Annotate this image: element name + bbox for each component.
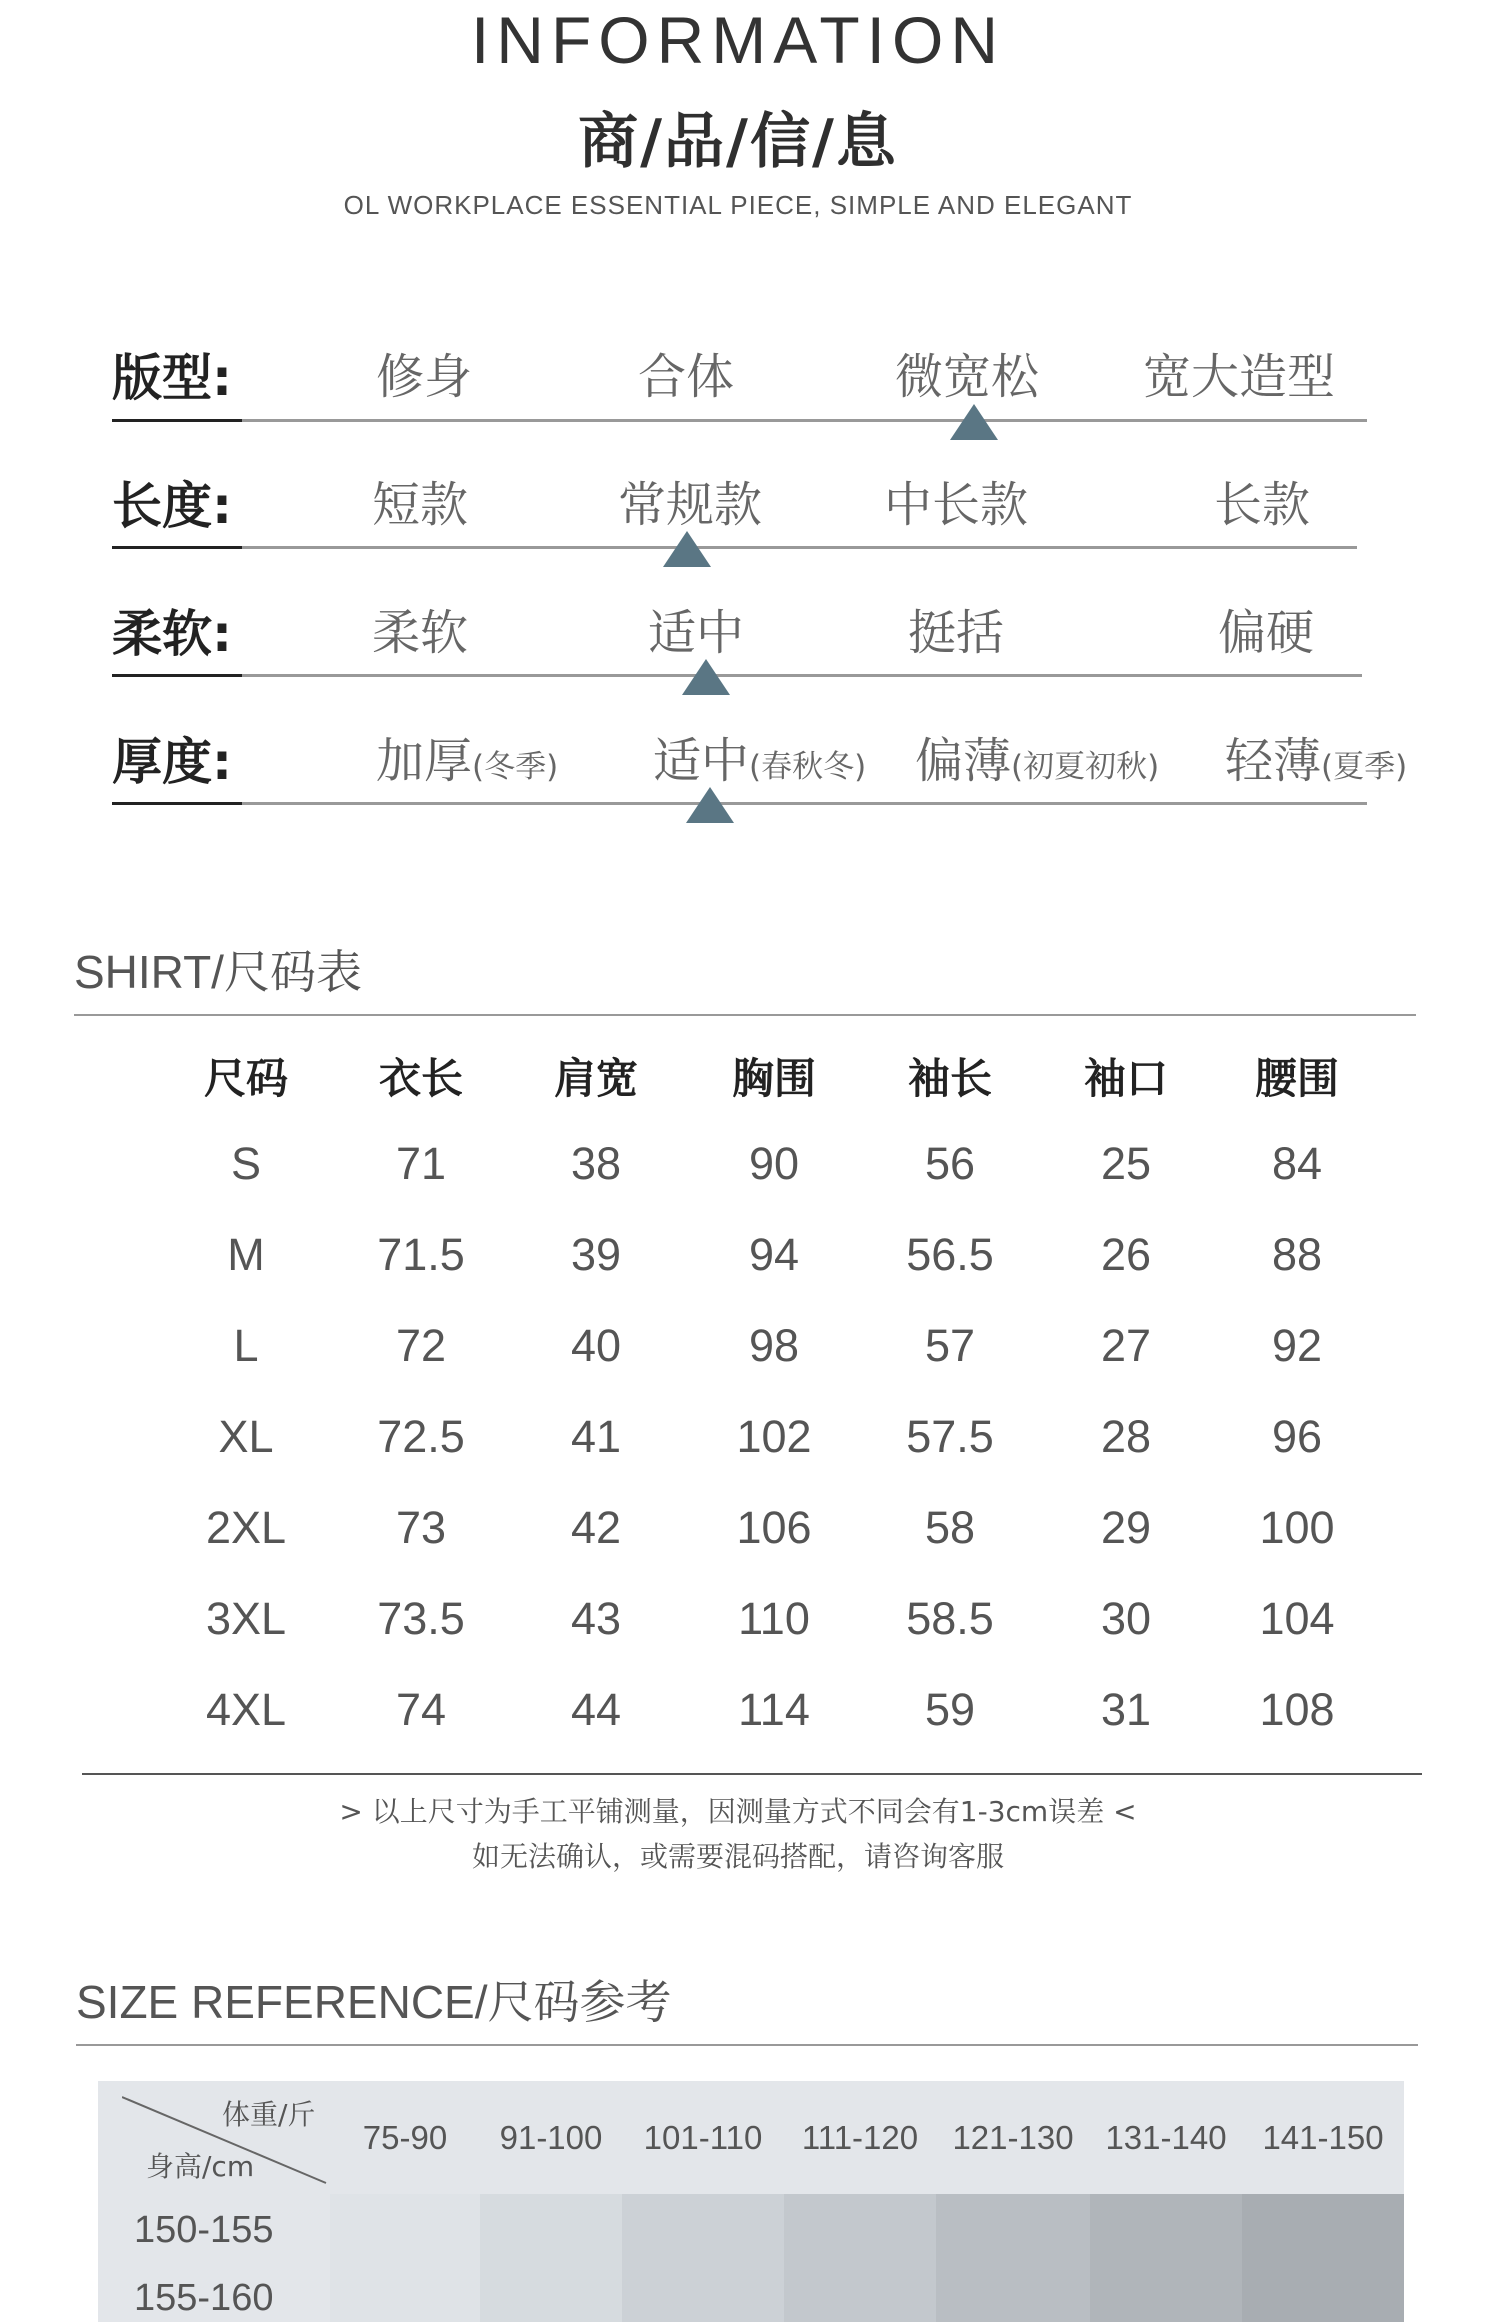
- table-cell-size: 3XL: [205, 1593, 287, 1644]
- attribute-option-note: (夏季): [1321, 749, 1408, 785]
- attribute-option: 长款: [1214, 477, 1311, 533]
- table-cell-size: 4XL: [205, 1684, 287, 1735]
- section-divider: [74, 1014, 1416, 1016]
- attribute-option: [376, 722, 558, 791]
- attribute-option-note: (初夏初秋): [1011, 749, 1160, 785]
- attribute-option: 偏硬: [1218, 605, 1315, 661]
- table-cell: 92: [1271, 1320, 1323, 1371]
- attribute-divider: [112, 674, 1362, 677]
- table-cell-size: XL: [218, 1411, 274, 1462]
- table-cell: 26: [1100, 1229, 1152, 1280]
- weight-column-header: 75-90: [362, 2119, 448, 2156]
- table-cell: 88: [1271, 1229, 1323, 1280]
- attribute-label: 厚度:: [112, 733, 232, 791]
- table-cell: 29: [1100, 1502, 1152, 1553]
- weight-column-header: 111-120: [801, 2119, 919, 2156]
- attribute-divider: [112, 802, 1367, 805]
- size-reference-title: SIZE REFERENCE/尺码参考: [76, 1976, 672, 2028]
- page-title-cn: 商/品/信/息: [578, 107, 898, 177]
- attribute-option: 中长款: [884, 477, 1029, 533]
- attribute-option-selected: 常规款: [618, 477, 763, 533]
- attribute-option: 柔软: [372, 605, 469, 661]
- attribute-option: 挺括: [908, 605, 1005, 661]
- table-cell: 39: [570, 1229, 622, 1280]
- attribute-option-selected: 适中: [648, 605, 745, 661]
- table-cell: 114: [738, 1684, 810, 1735]
- attribute-option-text: 偏薄: [915, 733, 1012, 789]
- attribute-option-selected: [653, 722, 866, 791]
- attribute-option-note: (春秋冬): [749, 749, 867, 785]
- attribute-option: 宽大造型: [1143, 349, 1336, 405]
- table-cell-size: M: [227, 1229, 265, 1280]
- size-reference-grid: [98, 2081, 1404, 2322]
- attribute-option: [1225, 722, 1407, 791]
- attribute-divider: [112, 419, 1367, 422]
- reference-column-shade: [1090, 2194, 1242, 2322]
- table-cell: 42: [570, 1502, 622, 1553]
- table-cell: 74: [395, 1684, 447, 1735]
- selection-marker-icon: [682, 659, 730, 695]
- table-header-cell: 腰围: [1254, 1054, 1339, 1103]
- table-cell: 56.5: [906, 1229, 994, 1280]
- table-cell: 104: [1259, 1593, 1335, 1644]
- reference-column-shade: [330, 2194, 480, 2322]
- selection-marker-icon: [663, 531, 711, 567]
- table-cell: 31: [1100, 1684, 1152, 1735]
- attribute-divider: [112, 546, 1357, 549]
- selection-marker-icon: [950, 404, 998, 440]
- attribute-option: 短款: [372, 477, 469, 533]
- weight-column-header: 141-150: [1262, 2119, 1384, 2156]
- table-cell-size: S: [230, 1138, 261, 1189]
- attribute-label: 版型:: [112, 349, 232, 407]
- selection-marker-icon: [686, 787, 734, 823]
- table-cell: 58: [924, 1502, 976, 1553]
- weight-column-header: 101-110: [643, 2119, 763, 2156]
- table-cell: 56: [924, 1138, 976, 1189]
- weight-column-header: 121-130: [952, 2119, 1074, 2156]
- table-cell: 106: [736, 1502, 812, 1553]
- attribute-option: [915, 722, 1159, 791]
- measurement-note: > 以上尺寸为手工平铺测量，因测量方式不同会有1-3cm误差 <: [339, 1795, 1137, 1828]
- table-cell: 100: [1259, 1502, 1335, 1553]
- attribute-divider-accent: [112, 674, 242, 677]
- table-cell: 57.5: [906, 1411, 994, 1462]
- corner-height-label: 身高/cm: [146, 2150, 255, 2183]
- weight-column-header: 91-100: [499, 2119, 603, 2156]
- table-cell: 90: [748, 1138, 800, 1189]
- table-header-cell: 衣长: [378, 1054, 463, 1103]
- table-cell: 58.5: [906, 1593, 994, 1644]
- table-cell: 71: [395, 1138, 447, 1189]
- table-cell: 41: [570, 1411, 622, 1462]
- table-cell: 108: [1259, 1684, 1335, 1735]
- table-cell: 27: [1100, 1320, 1152, 1371]
- table-cell-size: L: [233, 1320, 259, 1371]
- table-cell: 94: [748, 1229, 800, 1280]
- table-header-cell: 袖长: [907, 1054, 992, 1103]
- table-cell: 57: [924, 1320, 976, 1371]
- height-row-header: 150-155: [134, 2209, 274, 2251]
- attribute-option-text: 适中: [653, 733, 750, 789]
- customer-service-note: 如无法确认，或需要混码搭配，请咨询客服: [471, 1840, 1004, 1873]
- corner-weight-label: 体重/斤: [222, 2098, 316, 2131]
- attribute-option-selected: 微宽松: [895, 349, 1040, 405]
- table-cell: 102: [736, 1411, 812, 1462]
- attribute-divider-accent: [112, 802, 242, 805]
- attribute-option: 合体: [638, 349, 735, 405]
- table-cell: 71.5: [377, 1229, 465, 1280]
- height-row-header: 155-160: [134, 2277, 274, 2319]
- table-header-cell: 肩宽: [553, 1054, 638, 1103]
- table-header-cell: 袖口: [1083, 1054, 1168, 1103]
- table-cell: 28: [1100, 1411, 1152, 1462]
- attribute-divider-accent: [112, 419, 242, 422]
- table-cell: 25: [1100, 1138, 1152, 1189]
- table-header-cell: 尺码: [203, 1054, 288, 1103]
- attribute-option-text: 轻薄: [1225, 733, 1322, 789]
- table-cell: 59: [924, 1684, 976, 1735]
- page-tagline: OL WORKPLACE ESSENTIAL PIECE, SIMPLE AND ELEGANT: [343, 190, 1133, 220]
- size-table-title: SHIRT/尺码表: [74, 946, 362, 998]
- table-cell: 73: [395, 1502, 447, 1553]
- table-bottom-divider: [82, 1773, 1422, 1775]
- reference-column-shade: [622, 2194, 784, 2322]
- attribute-option-text: 加厚: [376, 733, 473, 789]
- page-title-en: INFORMATION: [470, 3, 1006, 77]
- table-cell: 38: [570, 1138, 622, 1189]
- table-cell: 84: [1271, 1138, 1323, 1189]
- reference-column-shade: [480, 2194, 622, 2322]
- table-header-cell: 胸围: [731, 1054, 816, 1103]
- attribute-option: 修身: [376, 349, 473, 405]
- attribute-divider-accent: [112, 546, 242, 549]
- table-cell: 72.5: [377, 1411, 465, 1462]
- reference-column-shade: [1242, 2194, 1404, 2322]
- table-cell: 96: [1271, 1411, 1323, 1462]
- reference-column-shade: [936, 2194, 1090, 2322]
- weight-column-header: 131-140: [1105, 2119, 1227, 2156]
- table-cell: 40: [570, 1320, 622, 1371]
- section-divider: [76, 2044, 1418, 2046]
- table-cell: 72: [395, 1320, 447, 1371]
- table-cell: 98: [748, 1320, 800, 1371]
- table-cell: 110: [738, 1593, 810, 1644]
- table-cell: 43: [570, 1593, 622, 1644]
- attribute-label: 柔软:: [112, 605, 232, 663]
- reference-column-shade: [784, 2194, 936, 2322]
- table-cell: 30: [1100, 1593, 1152, 1644]
- table-cell: 44: [570, 1684, 622, 1735]
- attribute-option-note: (冬季): [472, 749, 559, 785]
- attribute-label: 长度:: [112, 477, 232, 535]
- table-cell-size: 2XL: [205, 1502, 287, 1553]
- table-cell: 73.5: [377, 1593, 465, 1644]
